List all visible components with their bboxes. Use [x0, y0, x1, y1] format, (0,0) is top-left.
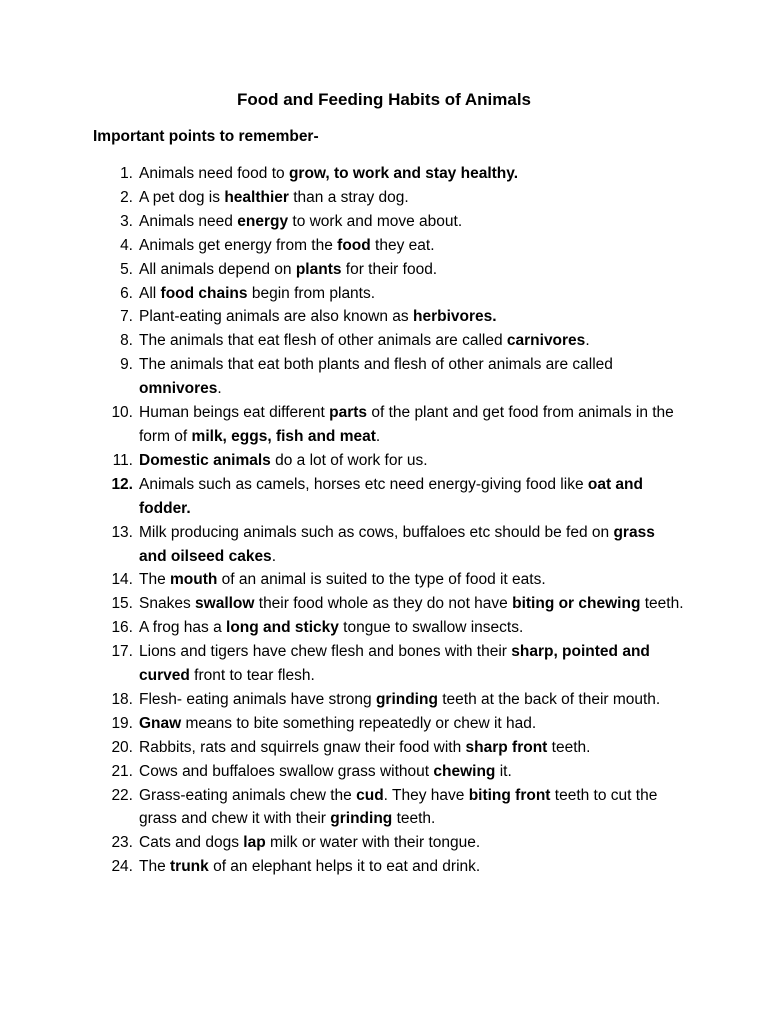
- list-item-text: All food chains begin from plants.: [139, 284, 376, 302]
- list-item: [0, 688, 768, 712]
- list-item: [0, 234, 768, 258]
- list-item-text: A pet dog is healthier than a stray dog.: [139, 188, 409, 206]
- list-item-number: 22.: [111, 786, 133, 804]
- list-item-number: 17.: [111, 643, 133, 661]
- list-item-text: Animals such as camels, horses etc need energy-giving food like oat and fodder.: [139, 475, 643, 517]
- list-item-number: 21.: [111, 762, 133, 780]
- list-item-text: A frog has a long and sticky tongue to swallow insects.: [139, 619, 524, 637]
- list-item-number: 16.: [111, 619, 133, 637]
- list-item: [0, 305, 768, 329]
- list-item-number: 23.: [111, 834, 133, 852]
- list-item: [0, 449, 768, 473]
- list-item: [0, 855, 768, 879]
- list-item-number: 12.: [111, 475, 133, 493]
- list-item: [0, 736, 768, 760]
- list-item-number: 7.: [120, 308, 133, 326]
- list-item-number: 8.: [120, 332, 133, 350]
- list-item-text: The mouth of an animal is suited to the type of food it eats.: [139, 571, 546, 589]
- section-heading: Important points to remember-: [93, 128, 319, 145]
- list-item: [0, 353, 768, 401]
- list-item-text: Grass-eating animals chew the cud. They have biting front teeth to cut the grass and chew it with their grinding teeth.: [139, 786, 658, 828]
- list-item-text: Snakes swallow their food whole as they do not have biting or chewing teeth.: [139, 595, 684, 613]
- list-item-number: 18.: [111, 690, 133, 708]
- list-item: [0, 162, 768, 186]
- list-item-number: 24.: [111, 858, 133, 876]
- list-item: [0, 640, 768, 688]
- list-item: [0, 186, 768, 210]
- list-item-text: The animals that eat both plants and flesh of other animals are called omnivores.: [139, 356, 613, 398]
- list-item-text: Flesh- eating animals have strong grinding teeth at the back of their mouth.: [139, 690, 661, 708]
- list-item-number: 13.: [111, 523, 133, 541]
- list-item: [0, 473, 768, 521]
- list-item: [0, 831, 768, 855]
- list-item-number: 11.: [112, 451, 133, 469]
- list-item-number: 15.: [111, 595, 133, 613]
- list-item-text: Gnaw means to bite something repeatedly or chew it had.: [139, 714, 537, 732]
- list-item-text: Animals need food to grow, to work and stay healthy.: [139, 165, 519, 182]
- list-item: [0, 258, 768, 282]
- list-item-text: Rabbits, rats and squirrels gnaw their food with sharp front teeth.: [139, 738, 591, 756]
- list-item: [0, 784, 768, 832]
- list-item-text: The trunk of an elephant helps it to eat and drink.: [139, 858, 481, 876]
- list-item-text: Animals get energy from the food they eat.: [139, 236, 435, 254]
- list-item-text: All animals depend on plants for their food.: [139, 260, 438, 278]
- list-item: [0, 592, 768, 616]
- list-item-number: 4.: [120, 236, 133, 254]
- list-item-text: Animals need energy to work and move about.: [139, 212, 463, 230]
- numbered-list: [0, 162, 768, 879]
- list-item-text: Human beings eat different parts of the plant and get food from animals in the form of milk, eggs, fish and meat.: [139, 404, 674, 445]
- list-item: [0, 521, 768, 569]
- list-item: [0, 568, 768, 592]
- list-item: [0, 282, 768, 306]
- list-item: [0, 712, 768, 736]
- list-item: [0, 760, 768, 784]
- list-item: [0, 616, 768, 640]
- list-item: [0, 329, 768, 353]
- list-item-text: Plant-eating animals are also known as herbivores.: [139, 308, 497, 326]
- list-item-number: 3.: [120, 212, 133, 230]
- list-item-text: Milk producing animals such as cows, buffaloes etc should be fed on grass and oilseed cakes.: [139, 523, 655, 565]
- list-item: [0, 210, 768, 234]
- list-item-number: 10.: [111, 404, 133, 422]
- list-item-number: 2.: [120, 188, 133, 206]
- list-item-text: Cats and dogs lap milk or water with their tongue.: [139, 834, 481, 852]
- list-item-number: 19.: [111, 714, 133, 732]
- document-title: Food and Feeding Habits of Animals: [236, 90, 532, 109]
- list-item-number: 9.: [120, 356, 133, 374]
- list-item-number: 6.: [120, 284, 133, 302]
- list-item-number: 14.: [111, 571, 133, 589]
- list-item-number: 20.: [111, 738, 133, 756]
- list-item-text: Cows and buffaloes swallow grass without chewing it.: [139, 762, 512, 780]
- list-item-number: 1.: [120, 165, 133, 182]
- list-item-text: The animals that eat flesh of other animals are called carnivores.: [139, 332, 590, 350]
- list-item-text: Lions and tigers have chew flesh and bones with their sharp, pointed and curved front to tear flesh.: [139, 643, 650, 685]
- list-item: [0, 401, 768, 449]
- list-item-number: 5.: [120, 260, 133, 278]
- list-item-text: Domestic animals do a lot of work for us.: [139, 451, 428, 469]
